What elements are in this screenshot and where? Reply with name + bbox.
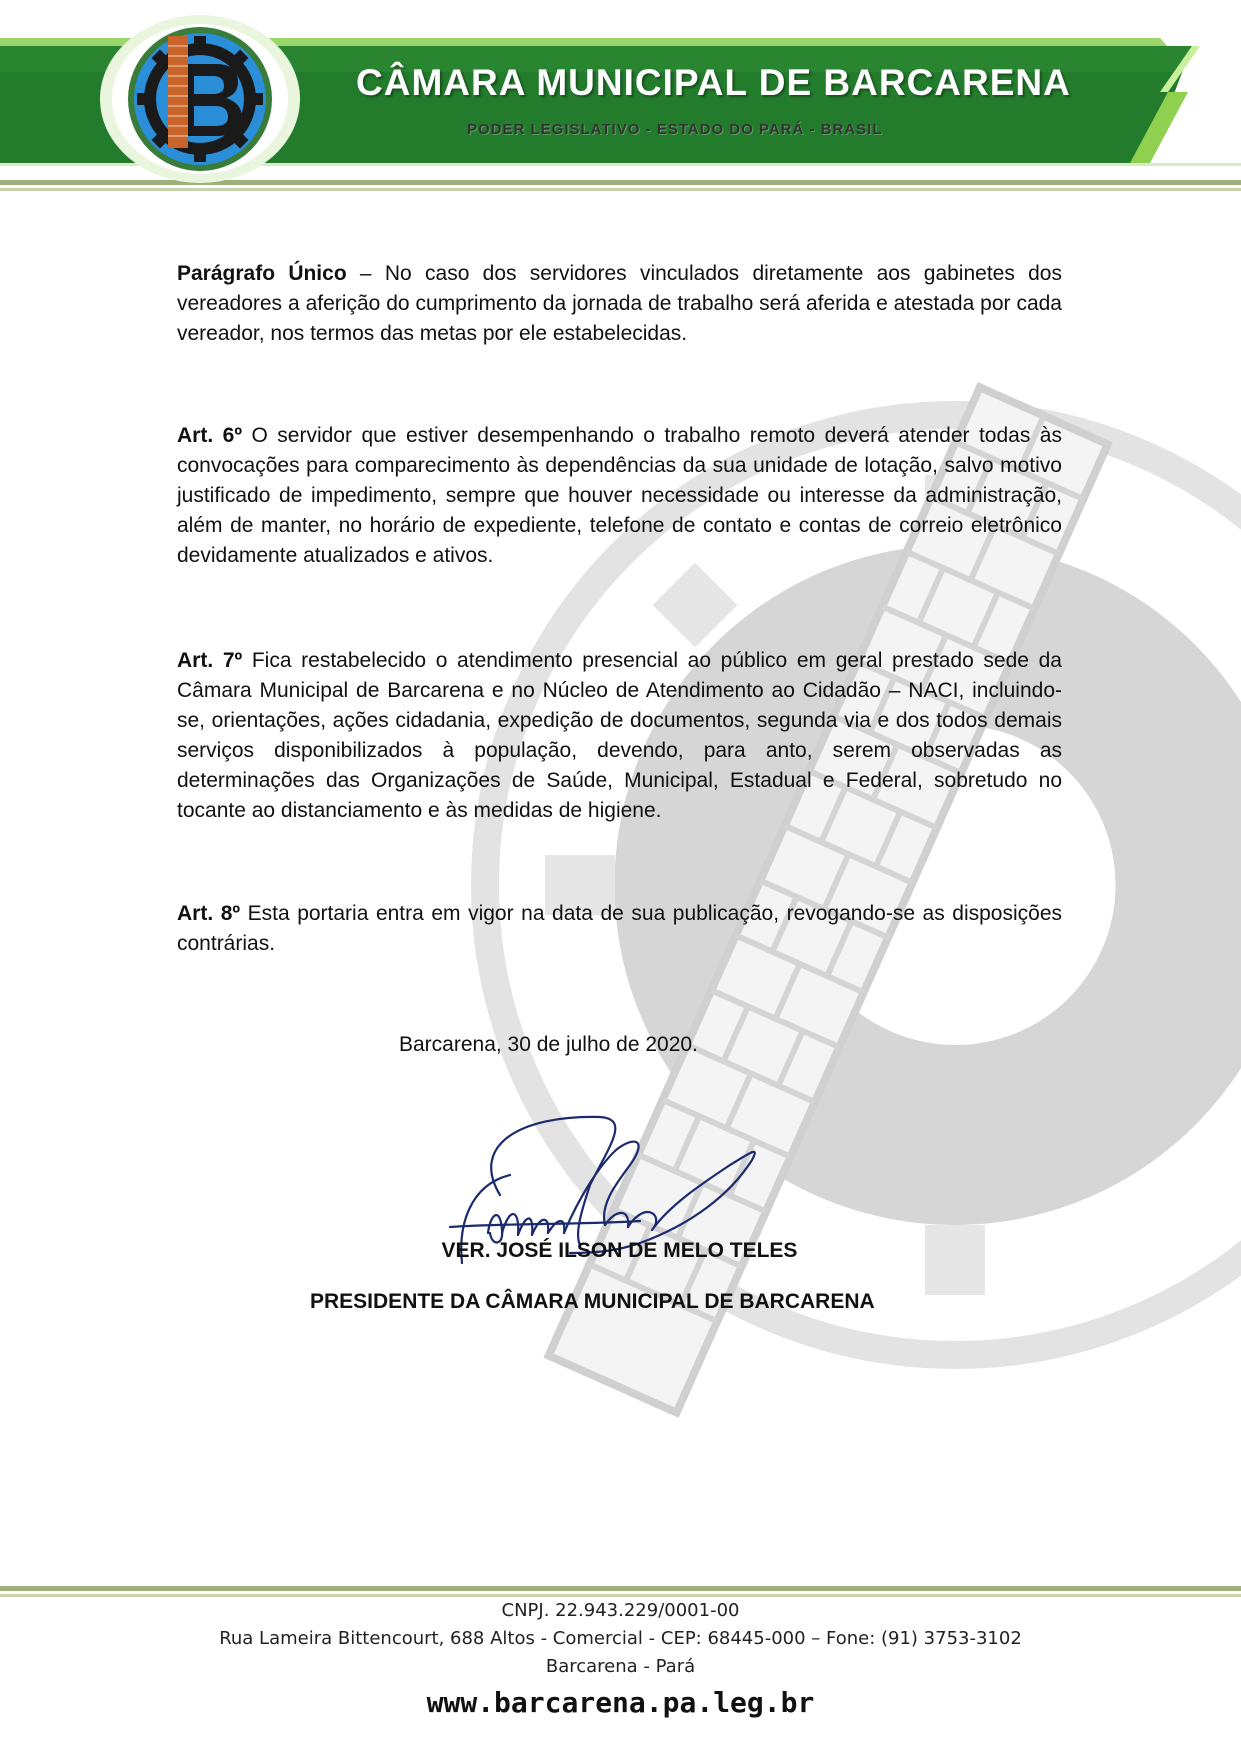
footer-cnpj: CNPJ. 22.943.229/0001-00 [501, 1600, 740, 1621]
paragraph-unico [177, 259, 1062, 349]
document-date: Barcarena, 30 de julho de 2020. [399, 1033, 698, 1056]
article-lead: Art. 8º [177, 902, 241, 925]
signer-role: PRESIDENTE DA CÂMARA MUNICIPAL DE BARCARENA [310, 1290, 875, 1313]
article-lead: Art. 6º [177, 424, 242, 447]
article-text: Fica restabelecido o atendimento presencial ao público em geral prestado sede da Câmara Municipal de Barcarena e no Núcleo de Atendimento ao Cidadão – NACI, incluindo-se, orientações, ações cidadania, expedição de documentos, segunda via e dos todos demais serviços disponibilizados à população, devendo, para anto, serem observadas as determinações das Organizações de Saúde, Municipal, Estadual e Federal, sobretudo no tocante ao distanciamento e às medidas de higiene. [177, 649, 1062, 822]
article-7 [177, 646, 1062, 826]
footer-address: Rua Lameira Bittencourt, 688 Altos - Comercial - CEP: 68445-000 – Fone: (91) 3753-3102 [219, 1628, 1022, 1649]
signer-name [0, 1239, 1241, 1263]
article-lead: Art. 7º [177, 649, 243, 672]
page-title: CÂMARA MUNICIPAL DE BARCARENA [356, 62, 1071, 103]
article-text: O servidor que estiver desempenhando o trabalho remoto deverá atender todas às convocações para comparecimento às dependências da sua unidade de lotação, salvo motivo justificado de impedimento, sempre que houver necessidade ou interesse da administração, além de manter, no horário de expediente, telefone de contato e contas de correio eletrônico devidamente atualizados e ativos. [177, 424, 1062, 567]
article-text: Esta portaria entra em vigor na data de sua publicação, revogando-se as disposições contrárias. [177, 902, 1063, 955]
letterhead [0, 0, 1241, 205]
article-6 [177, 421, 1062, 571]
barcarena-seal-logo-icon [98, 14, 303, 184]
footer-website-link[interactable]: www.barcarena.pa.leg.br [426, 1686, 815, 1719]
paragraph-text: – No caso dos servidores vinculados diretamente aos gabinetes dos vereadores a aferição do cumprimento da jornada de trabalho será aferida e atestada por cada vereador, nos termos das metas por ele estabelecidas. [177, 262, 1062, 345]
article-8 [177, 899, 1062, 959]
signer-name-text: VER. JOSÉ ILSON DE MELO TELES [441, 1239, 798, 1262]
footer-city: Barcarena - Pará [545, 1656, 696, 1677]
paragraph-lead: Parágrafo Único [177, 262, 347, 285]
page-subtitle: PODER LEGISLATIVO - ESTADO DO PARÁ - BRASIL [467, 121, 883, 138]
